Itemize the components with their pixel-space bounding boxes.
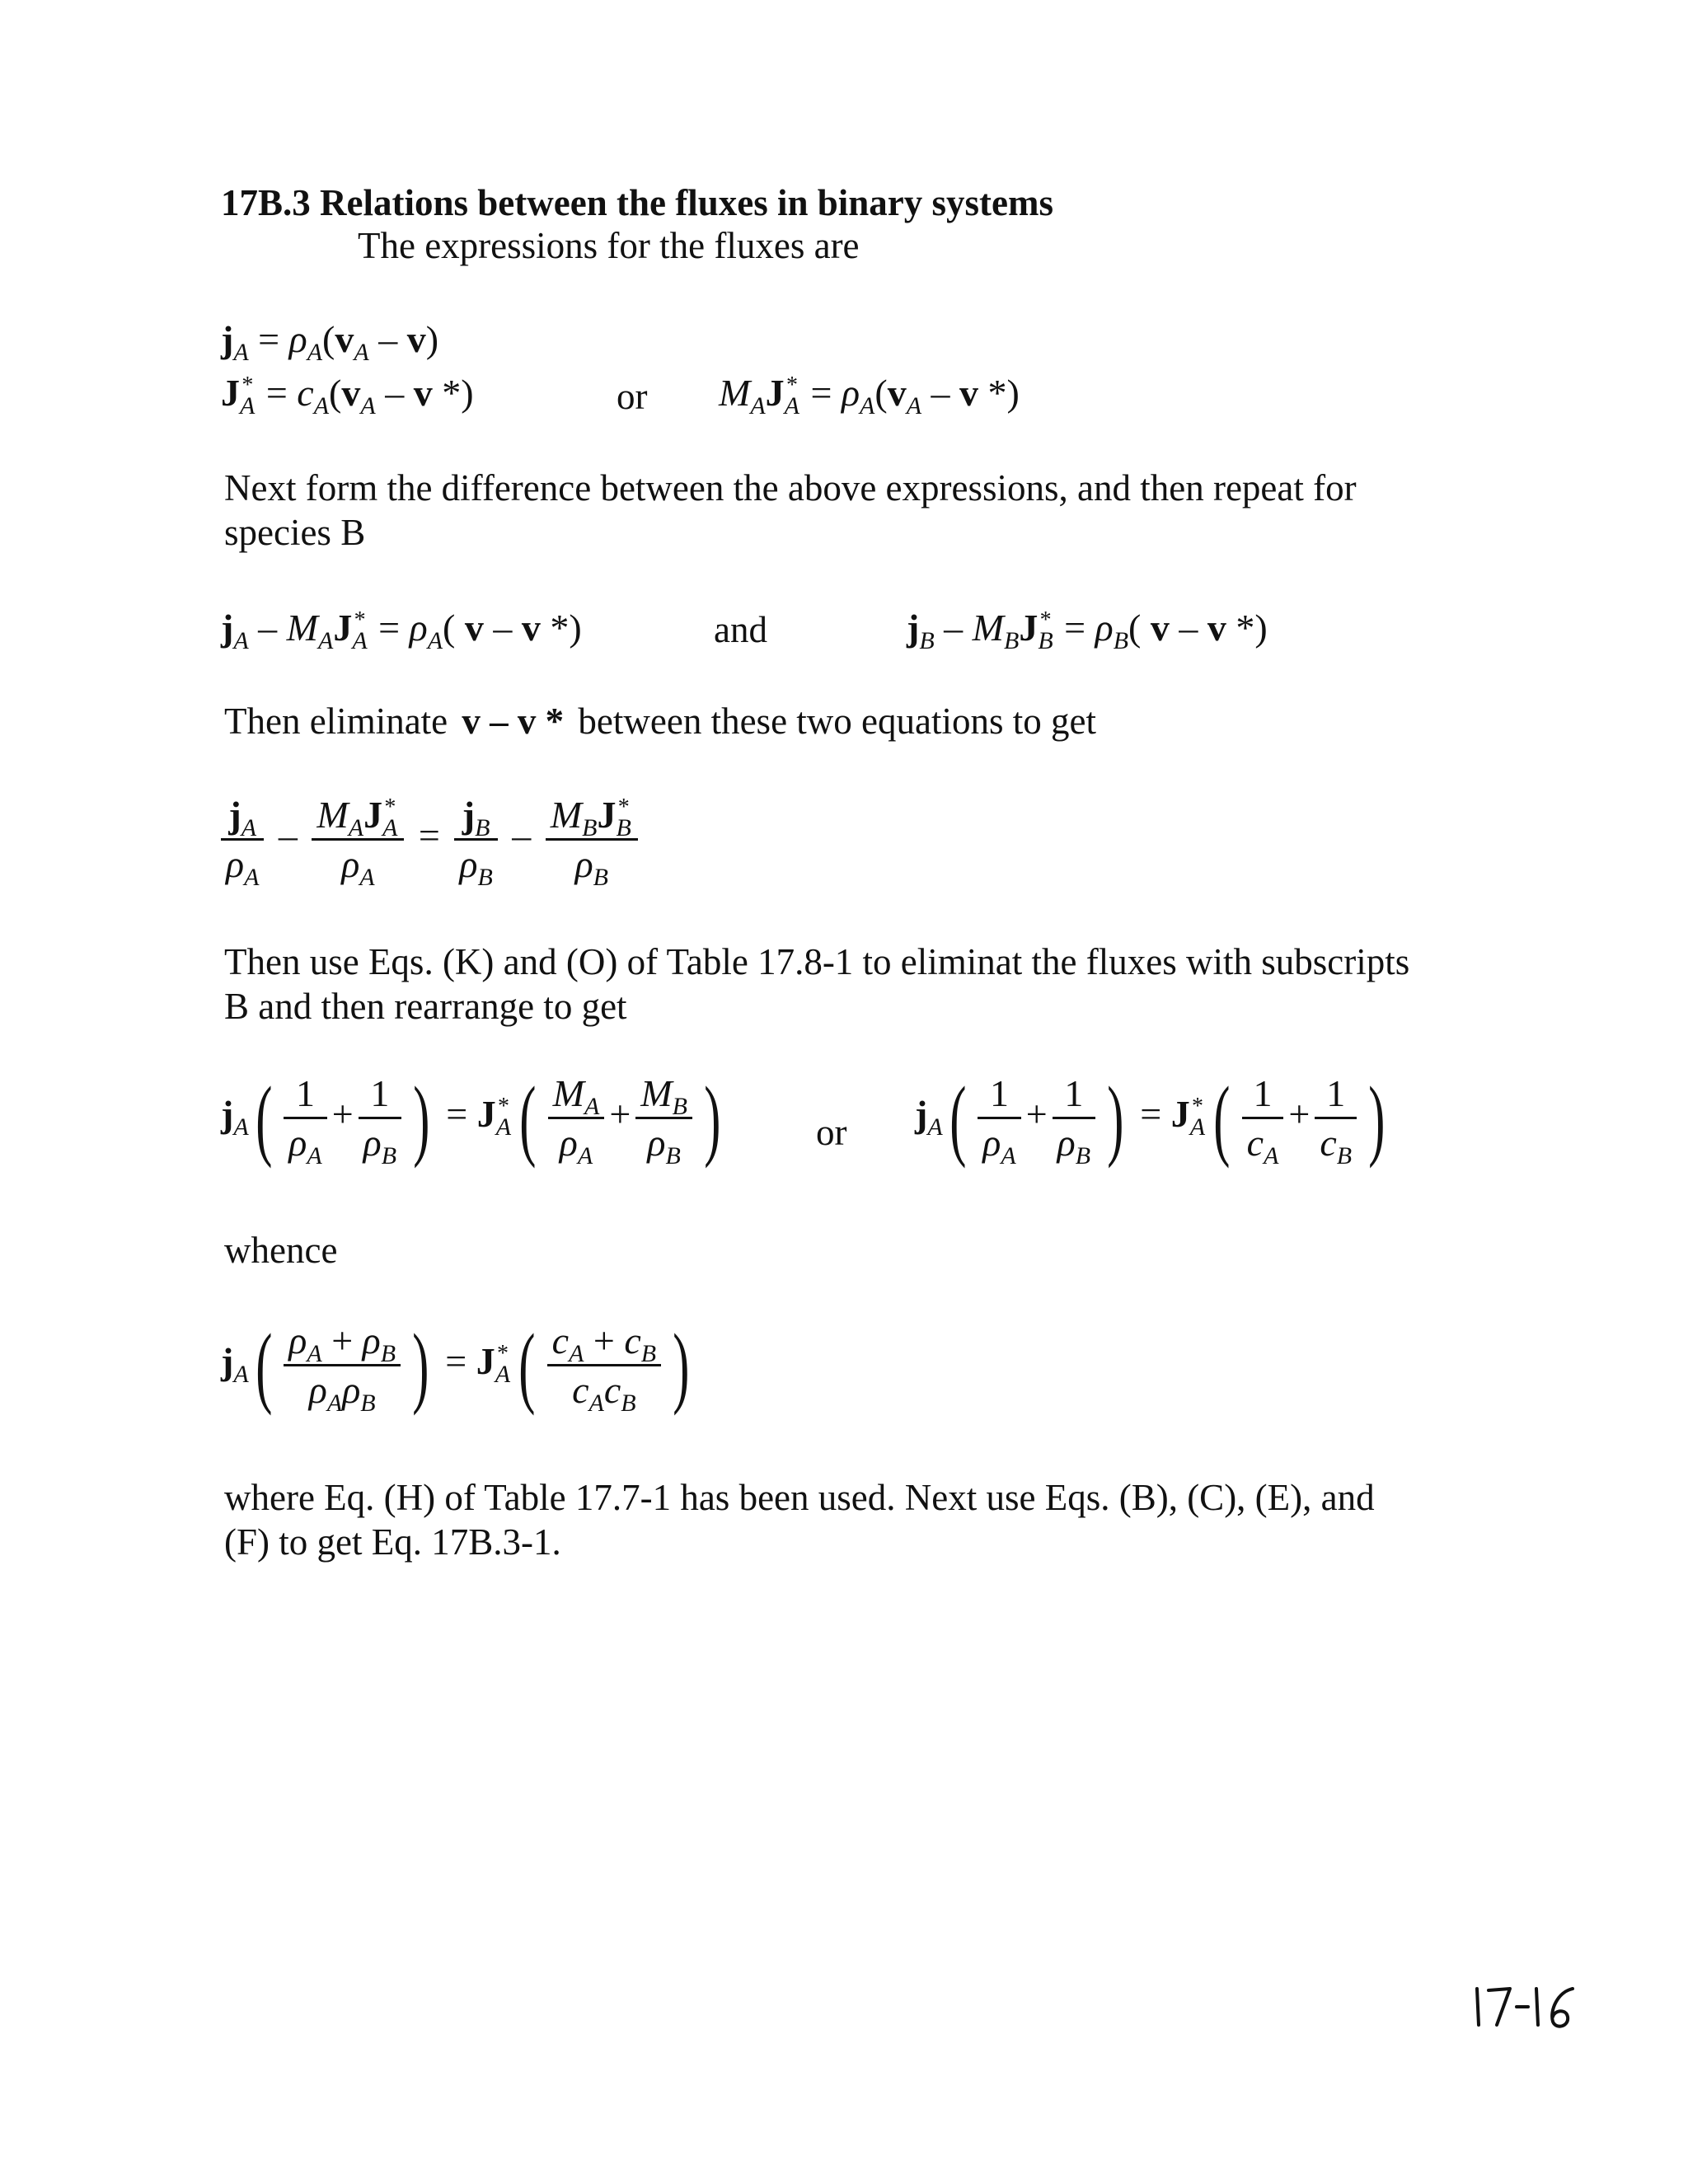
equation-molar-flux-alt: $M_AJ_A^* = \rho_A(v_A - v$ *) — [719, 372, 1020, 419]
equation-rearranged: $j_A$( $\frac{1}{\rho_A}$ + $\frac{1}{\rho_B}$ ) = $J_A^*$ ( $\frac{M_A}{\rho_A}$ + $\frac{M_B}{\rho_B}$ ) — [221, 1067, 721, 1169]
page-number-handwritten — [1467, 1974, 1591, 2040]
paragraph-final: where Eq. (H) of Table 17.7-1 has been used. Next use Eqs. (B), (C), (E), and (F) to get Eq. 17B.3-1. — [224, 1477, 1375, 1563]
connector-or-2: or — [816, 1112, 847, 1153]
intro-line: The expressions for the fluxes are — [358, 225, 860, 266]
connector-or-1: or — [617, 376, 648, 417]
eliminate-suffix: between these two equations to get — [578, 701, 1096, 742]
equation-difference-b: $j_B - M_BJ_B^* = \rho_B$( v – v *) — [907, 607, 1268, 654]
section-heading: 17B.3 Relations between the fluxes in binary systems — [221, 182, 1053, 223]
eliminate-vv: v – v * — [462, 701, 565, 742]
equation-eliminated: $\frac{j_A}{\rho_A}$ – $\frac{M_AJ_A^*}{\rho_A}$ = $\frac{j_B}{\rho_B}$ – $\frac{M_BJ_B^*}{\rho_B}$ — [216, 793, 643, 886]
paragraph-use-eqs: Then use Eqs. (K) and (O) of Table 17.8-1 to eliminat the fluxes with subscripts B and then rearrange to get — [224, 941, 1410, 1027]
equation-molar-flux: $J_A^* = c_A(v_A - v$ *) — [221, 372, 474, 419]
paragraph-eliminate — [224, 699, 1428, 743]
equation-whence: $j_A$( $\frac{\rho_A + \rho_B}{\rho_A\rho_B}$ ) = $J_A^*$ ( $\frac{c_A + c_B}{c_Ac_B}$ ) — [221, 1315, 690, 1417]
equation-difference-a: $j_A - M_AJ_A^* = \rho_A$( v – v *) — [221, 607, 582, 654]
equation-rearranged-alt: $j_A$( $\frac{1}{\rho_A}$ + $\frac{1}{\rho_B}$ ) = $J_A^*$ ( $\frac{1}{c_A}$ + $\frac{1}{c_B}$ ) — [915, 1067, 1386, 1169]
equation-mass-flux: $j_A = \rho_A(v_A - v)$ — [221, 318, 439, 366]
connector-and: and — [714, 609, 767, 650]
eliminate-prefix: Then eliminate — [224, 701, 448, 742]
paragraph-whence: whence — [224, 1230, 338, 1271]
paragraph-difference: Next form the difference between the above expressions, and then repeat for species B — [224, 467, 1357, 553]
